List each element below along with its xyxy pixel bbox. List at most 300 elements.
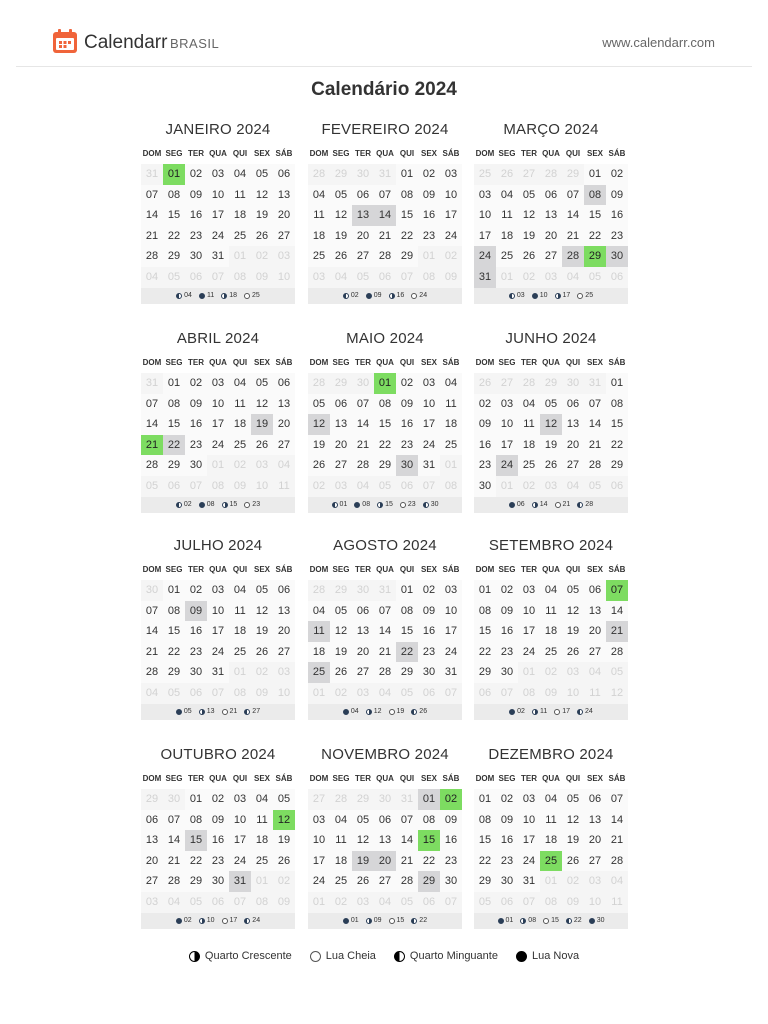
calendar-day[interactable]: 06 xyxy=(588,793,602,805)
adjacent-month-day[interactable]: 03 xyxy=(308,267,330,288)
adjacent-month-day[interactable]: 04 xyxy=(163,892,185,913)
adjacent-month-day[interactable]: 03 xyxy=(540,267,562,288)
calendar-day[interactable]: 25 xyxy=(544,645,558,658)
calendar-day[interactable]: 21 xyxy=(566,229,580,242)
calendar-day[interactable]: 17 xyxy=(478,229,492,242)
adjacent-month-day[interactable]: 09 xyxy=(251,683,273,704)
calendar-day[interactable]: 21 xyxy=(145,229,159,242)
adjacent-month-day[interactable]: 01 xyxy=(308,892,330,913)
calendar-day[interactable]: 26 xyxy=(566,854,580,867)
calendar-day[interactable]: 12 xyxy=(273,810,295,831)
calendar-day[interactable]: 09 xyxy=(189,188,203,201)
adjacent-month-day[interactable]: 05 xyxy=(396,892,418,913)
adjacent-month-day[interactable]: 07 xyxy=(518,892,540,913)
adjacent-month-day[interactable]: 31 xyxy=(396,789,418,810)
calendar-day[interactable]: 07 xyxy=(167,813,181,826)
calendar-day[interactable]: 06 xyxy=(356,188,370,201)
calendar-day[interactable]: 26 xyxy=(356,875,370,888)
calendar-day[interactable]: 04 xyxy=(255,793,269,805)
calendar-day[interactable]: 25 xyxy=(312,250,326,263)
adjacent-month-day[interactable]: 01 xyxy=(229,662,251,683)
calendar-day[interactable]: 25 xyxy=(444,438,458,451)
calendar-day[interactable]: 10 xyxy=(522,604,536,617)
adjacent-month-day[interactable]: 26 xyxy=(474,373,496,394)
adjacent-month-day[interactable]: 05 xyxy=(185,892,207,913)
calendar-day[interactable]: 10 xyxy=(500,418,514,431)
calendar-day[interactable]: 14 xyxy=(145,209,159,222)
calendar-day[interactable]: 10 xyxy=(422,397,436,410)
calendar-day[interactable]: 29 xyxy=(167,459,181,472)
calendar-day[interactable]: 29 xyxy=(610,459,624,472)
calendar-day[interactable]: 18 xyxy=(233,209,247,222)
calendar-day[interactable]: 13 xyxy=(566,418,580,431)
calendar-day[interactable]: 31 xyxy=(474,267,496,288)
adjacent-month-day[interactable]: 08 xyxy=(229,267,251,288)
calendar-day[interactable]: 04 xyxy=(233,584,247,596)
calendar-day[interactable]: 04 xyxy=(312,188,326,201)
adjacent-month-day[interactable]: 11 xyxy=(584,683,606,704)
calendar-day[interactable]: 17 xyxy=(444,209,458,222)
adjacent-month-day[interactable]: 08 xyxy=(418,267,440,288)
calendar-day[interactable]: 12 xyxy=(255,604,269,617)
calendar-day[interactable]: 30 xyxy=(396,455,418,476)
adjacent-month-day[interactable]: 04 xyxy=(141,683,163,704)
calendar-day[interactable]: 19 xyxy=(334,229,348,242)
calendar-day[interactable]: 15 xyxy=(167,625,181,638)
adjacent-month-day[interactable]: 31 xyxy=(374,580,396,601)
calendar-day[interactable]: 21 xyxy=(356,438,370,451)
calendar-day[interactable]: 18 xyxy=(233,625,247,638)
adjacent-month-day[interactable]: 01 xyxy=(496,476,518,497)
calendar-day[interactable]: 01 xyxy=(167,584,181,596)
calendar-day[interactable]: 25 xyxy=(233,229,247,242)
calendar-day[interactable]: 27 xyxy=(566,459,580,472)
calendar-day[interactable]: 20 xyxy=(566,438,580,451)
adjacent-month-day[interactable]: 30 xyxy=(163,789,185,810)
calendar-day[interactable]: 26 xyxy=(255,645,269,658)
adjacent-month-day[interactable]: 06 xyxy=(185,267,207,288)
adjacent-month-day[interactable]: 03 xyxy=(352,892,374,913)
adjacent-month-day[interactable]: 03 xyxy=(251,455,273,476)
adjacent-month-day[interactable]: 06 xyxy=(185,683,207,704)
calendar-day[interactable]: 13 xyxy=(356,625,370,638)
adjacent-month-day[interactable]: 03 xyxy=(141,892,163,913)
adjacent-month-day[interactable]: 01 xyxy=(207,455,229,476)
adjacent-month-day[interactable]: 08 xyxy=(229,683,251,704)
calendar-day[interactable]: 07 xyxy=(606,580,628,601)
calendar-day[interactable]: 25 xyxy=(500,250,514,263)
calendar-day[interactable]: 26 xyxy=(334,250,348,263)
calendar-day[interactable]: 05 xyxy=(255,584,269,596)
calendar-day[interactable]: 16 xyxy=(189,209,203,222)
calendar-day[interactable]: 31 xyxy=(229,871,251,892)
calendar-day[interactable]: 23 xyxy=(422,645,436,658)
calendar-day[interactable]: 18 xyxy=(500,229,514,242)
adjacent-month-day[interactable]: 02 xyxy=(251,246,273,267)
adjacent-month-day[interactable]: 04 xyxy=(374,892,396,913)
calendar-day[interactable]: 21 xyxy=(141,435,163,456)
calendar-day[interactable]: 28 xyxy=(145,250,159,263)
calendar-day[interactable]: 13 xyxy=(352,205,374,226)
calendar-day[interactable]: 14 xyxy=(378,625,392,638)
calendar-day[interactable]: 02 xyxy=(189,168,203,180)
calendar-day[interactable]: 20 xyxy=(145,854,159,867)
calendar-day[interactable]: 23 xyxy=(478,459,492,472)
calendar-day[interactable]: 07 xyxy=(145,188,159,201)
calendar-day[interactable]: 19 xyxy=(312,438,326,451)
calendar-day[interactable]: 20 xyxy=(544,229,558,242)
adjacent-month-day[interactable]: 01 xyxy=(496,267,518,288)
calendar-day[interactable]: 25 xyxy=(233,438,247,451)
calendar-day[interactable]: 20 xyxy=(277,418,291,431)
calendar-day[interactable]: 05 xyxy=(255,168,269,180)
calendar-day[interactable]: 07 xyxy=(588,397,602,410)
adjacent-month-day[interactable]: 07 xyxy=(418,476,440,497)
adjacent-month-day[interactable]: 04 xyxy=(606,871,628,892)
calendar-day[interactable]: 28 xyxy=(356,459,370,472)
calendar-day[interactable]: 15 xyxy=(185,830,207,851)
calendar-day[interactable]: 23 xyxy=(500,854,514,867)
calendar-day[interactable]: 13 xyxy=(277,397,291,410)
calendar-day[interactable]: 14 xyxy=(400,834,414,847)
adjacent-month-day[interactable]: 05 xyxy=(352,267,374,288)
calendar-day[interactable]: 29 xyxy=(478,666,492,679)
calendar-day[interactable]: 29 xyxy=(189,875,203,888)
calendar-day[interactable]: 04 xyxy=(522,397,536,410)
calendar-day[interactable]: 02 xyxy=(440,789,462,810)
calendar-day[interactable]: 25 xyxy=(334,875,348,888)
adjacent-month-day[interactable]: 09 xyxy=(229,476,251,497)
calendar-day[interactable]: 14 xyxy=(145,418,159,431)
calendar-day[interactable]: 08 xyxy=(167,188,181,201)
calendar-day[interactable]: 13 xyxy=(334,418,348,431)
adjacent-month-day[interactable]: 05 xyxy=(163,683,185,704)
calendar-day[interactable]: 16 xyxy=(189,418,203,431)
calendar-day[interactable]: 14 xyxy=(610,813,624,826)
calendar-day[interactable]: 05 xyxy=(334,604,348,617)
adjacent-month-day[interactable]: 27 xyxy=(308,789,330,810)
calendar-day[interactable]: 21 xyxy=(610,834,624,847)
adjacent-month-day[interactable]: 01 xyxy=(418,246,440,267)
calendar-day[interactable]: 09 xyxy=(610,188,624,201)
calendar-day[interactable]: 18 xyxy=(233,418,247,431)
calendar-day[interactable]: 10 xyxy=(211,604,225,617)
adjacent-month-day[interactable]: 01 xyxy=(440,455,462,476)
adjacent-month-day[interactable]: 02 xyxy=(229,455,251,476)
calendar-day[interactable]: 26 xyxy=(566,645,580,658)
calendar-day[interactable]: 15 xyxy=(418,830,440,851)
calendar-day[interactable]: 05 xyxy=(522,188,536,201)
calendar-day[interactable]: 16 xyxy=(422,209,436,222)
calendar-day[interactable]: 12 xyxy=(566,604,580,617)
calendar-day[interactable]: 02 xyxy=(189,377,203,389)
calendar-day[interactable]: 18 xyxy=(544,625,558,638)
calendar-day[interactable]: 08 xyxy=(378,397,392,410)
calendar-day[interactable]: 23 xyxy=(189,229,203,242)
adjacent-month-day[interactable]: 10 xyxy=(584,892,606,913)
calendar-day[interactable]: 08 xyxy=(189,813,203,826)
adjacent-month-day[interactable]: 29 xyxy=(330,373,352,394)
adjacent-month-day[interactable]: 10 xyxy=(273,267,295,288)
calendar-day[interactable]: 15 xyxy=(167,418,181,431)
calendar-day[interactable]: 24 xyxy=(422,438,436,451)
calendar-day[interactable]: 23 xyxy=(400,438,414,451)
calendar-day[interactable]: 15 xyxy=(378,418,392,431)
calendar-day[interactable]: 02 xyxy=(211,793,225,805)
calendar-day[interactable]: 26 xyxy=(312,459,326,472)
calendar-day[interactable]: 04 xyxy=(334,813,348,826)
calendar-day[interactable]: 01 xyxy=(400,584,414,596)
calendar-day[interactable]: 13 xyxy=(544,209,558,222)
calendar-day[interactable]: 02 xyxy=(422,584,436,596)
calendar-day[interactable]: 23 xyxy=(444,854,458,867)
calendar-day[interactable]: 02 xyxy=(500,584,514,596)
calendar-day[interactable]: 20 xyxy=(277,625,291,638)
calendar-day[interactable]: 16 xyxy=(211,834,225,847)
calendar-day[interactable]: 17 xyxy=(312,854,326,867)
calendar-day[interactable]: 28 xyxy=(588,459,602,472)
calendar-day[interactable]: 01 xyxy=(189,793,203,805)
calendar-day[interactable]: 30 xyxy=(500,875,514,888)
calendar-day[interactable]: 06 xyxy=(566,397,580,410)
calendar-day[interactable]: 14 xyxy=(374,205,396,226)
calendar-day[interactable]: 22 xyxy=(478,854,492,867)
adjacent-month-day[interactable]: 10 xyxy=(251,476,273,497)
calendar-day[interactable]: 28 xyxy=(145,459,159,472)
calendar-day[interactable]: 17 xyxy=(211,625,225,638)
calendar-day[interactable]: 22 xyxy=(478,645,492,658)
adjacent-month-day[interactable]: 05 xyxy=(606,662,628,683)
calendar-day[interactable]: 19 xyxy=(566,625,580,638)
calendar-day[interactable]: 29 xyxy=(378,459,392,472)
calendar-day[interactable]: 08 xyxy=(400,604,414,617)
calendar-day[interactable]: 06 xyxy=(544,188,558,201)
adjacent-month-day[interactable]: 01 xyxy=(308,683,330,704)
calendar-day[interactable]: 27 xyxy=(334,459,348,472)
calendar-day[interactable]: 16 xyxy=(400,418,414,431)
calendar-day[interactable]: 29 xyxy=(478,875,492,888)
adjacent-month-day[interactable]: 04 xyxy=(374,683,396,704)
adjacent-month-day[interactable]: 29 xyxy=(562,164,584,185)
calendar-day[interactable]: 03 xyxy=(444,584,458,596)
calendar-day[interactable]: 03 xyxy=(312,813,326,826)
adjacent-month-day[interactable]: 08 xyxy=(207,476,229,497)
calendar-day[interactable]: 30 xyxy=(189,666,203,679)
calendar-day[interactable]: 23 xyxy=(211,854,225,867)
adjacent-month-day[interactable]: 02 xyxy=(562,871,584,892)
calendar-day[interactable]: 16 xyxy=(444,834,458,847)
adjacent-month-day[interactable]: 29 xyxy=(330,164,352,185)
calendar-day[interactable]: 11 xyxy=(501,209,513,222)
adjacent-month-day[interactable]: 04 xyxy=(352,476,374,497)
adjacent-month-day[interactable]: 06 xyxy=(496,892,518,913)
calendar-day[interactable]: 31 xyxy=(444,666,458,679)
adjacent-month-day[interactable]: 02 xyxy=(330,683,352,704)
calendar-day[interactable]: 18 xyxy=(255,834,269,847)
adjacent-month-day[interactable]: 03 xyxy=(273,246,295,267)
adjacent-month-day[interactable]: 04 xyxy=(562,267,584,288)
calendar-day[interactable]: 11 xyxy=(234,604,246,617)
adjacent-month-day[interactable]: 30 xyxy=(352,373,374,394)
calendar-day[interactable]: 12 xyxy=(566,813,580,826)
calendar-day[interactable]: 14 xyxy=(588,418,602,431)
calendar-day[interactable]: 21 xyxy=(378,229,392,242)
calendar-day[interactable]: 13 xyxy=(277,188,291,201)
calendar-day[interactable]: 22 xyxy=(167,229,181,242)
calendar-day[interactable]: 01 xyxy=(478,793,492,805)
site-url[interactable]: www.calendarr.com xyxy=(602,35,715,50)
calendar-day[interactable]: 28 xyxy=(610,854,624,867)
calendar-day[interactable]: 07 xyxy=(145,397,159,410)
adjacent-month-day[interactable]: 07 xyxy=(229,892,251,913)
calendar-day[interactable]: 08 xyxy=(584,185,606,206)
calendar-day[interactable]: 16 xyxy=(478,438,492,451)
calendar-day[interactable]: 19 xyxy=(251,414,273,435)
calendar-day[interactable]: 16 xyxy=(500,625,514,638)
adjacent-month-day[interactable]: 05 xyxy=(584,267,606,288)
adjacent-month-day[interactable]: 04 xyxy=(141,267,163,288)
calendar-day[interactable]: 03 xyxy=(422,377,436,389)
calendar-day[interactable]: 09 xyxy=(444,813,458,826)
calendar-day[interactable]: 07 xyxy=(400,813,414,826)
calendar-day[interactable]: 19 xyxy=(566,834,580,847)
calendar-day[interactable]: 22 xyxy=(400,229,414,242)
calendar-day[interactable]: 09 xyxy=(189,397,203,410)
calendar-day[interactable]: 14 xyxy=(566,209,580,222)
calendar-day[interactable]: 03 xyxy=(500,397,514,410)
calendar-day[interactable]: 09 xyxy=(422,604,436,617)
calendar-day[interactable]: 18 xyxy=(312,645,326,658)
calendar-day[interactable]: 13 xyxy=(277,604,291,617)
calendar-day[interactable]: 05 xyxy=(334,188,348,201)
calendar-day[interactable]: 14 xyxy=(610,604,624,617)
calendar-day[interactable]: 25 xyxy=(255,854,269,867)
calendar-day[interactable]: 27 xyxy=(378,875,392,888)
adjacent-month-day[interactable]: 07 xyxy=(440,892,462,913)
calendar-day[interactable]: 03 xyxy=(211,584,225,596)
calendar-day[interactable]: 30 xyxy=(422,666,436,679)
adjacent-month-day[interactable]: 06 xyxy=(374,267,396,288)
adjacent-month-day[interactable]: 02 xyxy=(308,476,330,497)
adjacent-month-day[interactable]: 28 xyxy=(540,164,562,185)
calendar-day[interactable]: 24 xyxy=(474,246,496,267)
adjacent-month-day[interactable]: 10 xyxy=(273,683,295,704)
adjacent-month-day[interactable]: 03 xyxy=(584,871,606,892)
calendar-day[interactable]: 12 xyxy=(255,397,269,410)
calendar-day[interactable]: 14 xyxy=(356,418,370,431)
calendar-day[interactable]: 22 xyxy=(422,854,436,867)
calendar-day[interactable]: 22 xyxy=(189,854,203,867)
calendar-day[interactable]: 28 xyxy=(167,875,181,888)
calendar-day[interactable]: 14 xyxy=(145,625,159,638)
calendar-day[interactable]: 27 xyxy=(544,250,558,263)
calendar-day[interactable]: 15 xyxy=(400,625,414,638)
adjacent-month-day[interactable]: 02 xyxy=(518,476,540,497)
calendar-day[interactable]: 08 xyxy=(400,188,414,201)
calendar-day[interactable]: 17 xyxy=(211,418,225,431)
calendar-day[interactable]: 09 xyxy=(500,813,514,826)
calendar-day[interactable]: 31 xyxy=(422,459,436,472)
adjacent-month-day[interactable]: 04 xyxy=(273,455,295,476)
calendar-day[interactable]: 05 xyxy=(566,584,580,596)
adjacent-month-day[interactable]: 02 xyxy=(251,662,273,683)
adjacent-month-day[interactable]: 29 xyxy=(540,373,562,394)
calendar-day[interactable]: 19 xyxy=(544,438,558,451)
calendar-day[interactable]: 24 xyxy=(496,455,518,476)
calendar-day[interactable]: 08 xyxy=(167,397,181,410)
calendar-day[interactable]: 27 xyxy=(588,854,602,867)
calendar-day[interactable]: 03 xyxy=(478,188,492,201)
calendar-day[interactable]: 27 xyxy=(356,250,370,263)
calendar-day[interactable]: 18 xyxy=(444,418,458,431)
calendar-day[interactable]: 29 xyxy=(400,666,414,679)
adjacent-month-day[interactable]: 09 xyxy=(540,683,562,704)
calendar-day[interactable]: 01 xyxy=(478,584,492,596)
adjacent-month-day[interactable]: 07 xyxy=(396,267,418,288)
adjacent-month-day[interactable]: 30 xyxy=(352,164,374,185)
calendar-day[interactable]: 27 xyxy=(356,666,370,679)
adjacent-month-day[interactable]: 05 xyxy=(163,267,185,288)
calendar-day[interactable]: 03 xyxy=(444,168,458,180)
calendar-day[interactable]: 24 xyxy=(522,854,536,867)
calendar-day[interactable]: 19 xyxy=(255,209,269,222)
calendar-day[interactable]: 31 xyxy=(522,875,536,888)
calendar-day[interactable]: 31 xyxy=(211,250,225,263)
calendar-day[interactable]: 01 xyxy=(400,168,414,180)
calendar-day[interactable]: 15 xyxy=(478,834,492,847)
calendar-day[interactable]: 05 xyxy=(312,397,326,410)
calendar-day[interactable]: 15 xyxy=(610,418,624,431)
adjacent-month-day[interactable]: 29 xyxy=(352,789,374,810)
calendar-day[interactable]: 03 xyxy=(233,793,247,805)
calendar-day[interactable]: 30 xyxy=(189,459,203,472)
calendar-day[interactable]: 28 xyxy=(562,246,584,267)
adjacent-month-day[interactable]: 26 xyxy=(496,164,518,185)
calendar-day[interactable]: 12 xyxy=(356,834,370,847)
calendar-day[interactable]: 01 xyxy=(374,373,396,394)
adjacent-month-day[interactable]: 09 xyxy=(273,892,295,913)
calendar-day[interactable]: 20 xyxy=(588,625,602,638)
adjacent-month-day[interactable]: 09 xyxy=(562,892,584,913)
calendar-day[interactable]: 02 xyxy=(400,377,414,389)
adjacent-month-day[interactable]: 02 xyxy=(273,871,295,892)
calendar-day[interactable]: 10 xyxy=(522,813,536,826)
calendar-day[interactable]: 17 xyxy=(500,438,514,451)
calendar-day[interactable]: 13 xyxy=(588,604,602,617)
calendar-day[interactable]: 15 xyxy=(167,209,181,222)
calendar-day[interactable]: 20 xyxy=(356,645,370,658)
calendar-day[interactable]: 29 xyxy=(167,250,181,263)
calendar-day[interactable]: 11 xyxy=(234,397,246,410)
calendar-day[interactable]: 25 xyxy=(522,459,536,472)
calendar-day[interactable]: 22 xyxy=(588,229,602,242)
calendar-day[interactable]: 06 xyxy=(277,377,291,389)
calendar-day[interactable]: 06 xyxy=(334,397,348,410)
calendar-day[interactable]: 28 xyxy=(378,250,392,263)
adjacent-month-day[interactable]: 12 xyxy=(606,683,628,704)
calendar-day[interactable]: 21 xyxy=(145,645,159,658)
calendar-day[interactable]: 07 xyxy=(378,604,392,617)
calendar-day[interactable]: 07 xyxy=(378,188,392,201)
calendar-day[interactable]: 12 xyxy=(540,414,562,435)
adjacent-month-day[interactable]: 08 xyxy=(440,476,462,497)
adjacent-month-day[interactable]: 05 xyxy=(584,476,606,497)
calendar-day[interactable]: 20 xyxy=(588,834,602,847)
calendar-day[interactable]: 28 xyxy=(378,666,392,679)
calendar-day[interactable]: 12 xyxy=(334,209,348,222)
calendar-day[interactable]: 05 xyxy=(255,377,269,389)
adjacent-month-day[interactable]: 06 xyxy=(606,267,628,288)
